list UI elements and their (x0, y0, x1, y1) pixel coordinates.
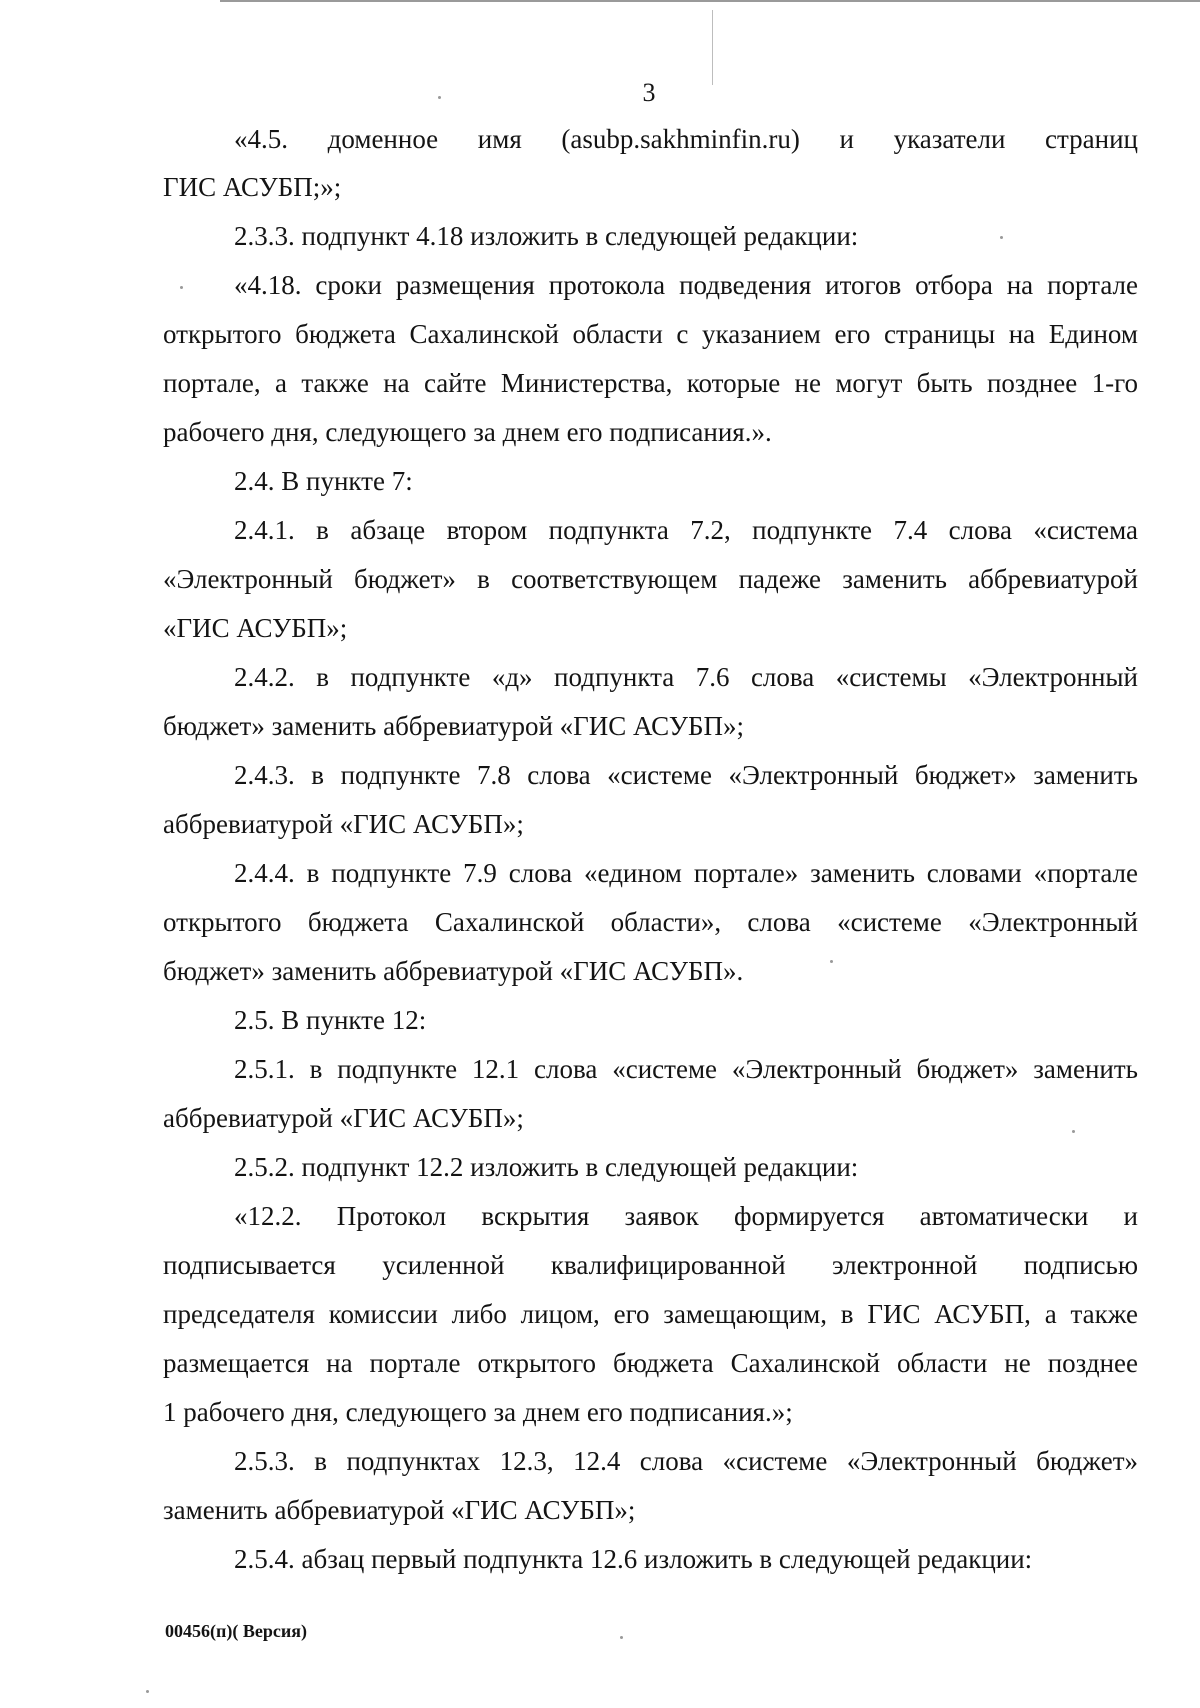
text-line: 2.5.4. абзац первый подпункта 12.6 изложить в следующей редакции: (234, 1544, 1033, 1574)
text-line: 2.4.4. в подпункте 7.9 слова «едином портале» заменить словами «портале (234, 858, 1138, 888)
text-line: открытого бюджета Сахалинской области с указанием его страницы на Едином (163, 319, 1138, 349)
text-line: 2.3.3. подпункт 4.18 изложить в следующей редакции: (234, 221, 859, 251)
text-line: бюджет» заменить аббревиатурой «ГИС АСУБП». (163, 956, 744, 986)
text-line: аббревиатурой «ГИС АСУБП»; (163, 809, 524, 839)
text-line: 2.5.1. в подпункте 12.1 слова «системе «Электронный бюджет» заменить (234, 1054, 1138, 1084)
text-line: председателя комиссии либо лицом, его замещающим, в ГИС АСУБП, а также (163, 1299, 1138, 1329)
text-line: рабочего дня, следующего за днем его подписания.». (163, 417, 772, 447)
text-line: «ГИС АСУБП»; (163, 613, 348, 643)
text-line: подписывается усиленной квалифицированной электронной подписью (163, 1250, 1138, 1280)
text-line: 2.5.2. подпункт 12.2 изложить в следующей редакции: (234, 1152, 859, 1182)
document-version-code: 00456(п)( Версия) (165, 1621, 307, 1641)
scan-speck (1000, 236, 1003, 239)
text-line: 2.4. В пункте 7: (234, 466, 413, 496)
text-line: 2.4.1. в абзаце втором подпункта 7.2, подпункте 7.4 слова «система (234, 515, 1138, 545)
scan-speck (146, 1690, 149, 1693)
text-line: бюджет» заменить аббревиатурой «ГИС АСУБП»; (163, 711, 744, 741)
text-line: размещается на портале открытого бюджета Сахалинской области не позднее (163, 1348, 1138, 1378)
text-line: «12.2. Протокол вскрытия заявок формируется автоматически и (234, 1201, 1138, 1231)
scan-top-edge (220, 0, 1200, 2)
text-line: ГИС АСУБП;»; (163, 172, 342, 202)
page-number: 3 (642, 78, 656, 107)
text-line: открытого бюджета Сахалинской области», слова «системе «Электронный (163, 907, 1138, 937)
text-line: заменить аббревиатурой «ГИС АСУБП»; (163, 1495, 636, 1525)
scan-speck (180, 286, 183, 289)
text-line: аббревиатурой «ГИС АСУБП»; (163, 1103, 524, 1133)
text-line: «4.5. доменное имя (asubp.sakhminfin.ru) и указатели страниц (234, 124, 1138, 154)
text-line: 1 рабочего дня, следующего за днем его подписания.»; (163, 1397, 793, 1427)
text-line: 2.5.3. в подпунктах 12.3, 12.4 слова «системе «Электронный бюджет» (234, 1446, 1138, 1476)
text-line: 2.4.2. в подпункте «д» подпункта 7.6 слова «системы «Электронный (234, 662, 1138, 692)
scan-speck (620, 1636, 623, 1639)
text-line: 2.5. В пункте 12: (234, 1005, 427, 1035)
text-line: «Электронный бюджет» в соответствующем падеже заменить аббревиатурой (163, 564, 1138, 594)
text-line: 2.4.3. в подпункте 7.8 слова «системе «Электронный бюджет» заменить (234, 760, 1138, 790)
scan-speck (830, 960, 833, 963)
scan-speck (1072, 1130, 1075, 1133)
scan-margin-mark (712, 10, 713, 85)
text-line: «4.18. сроки размещения протокола подведения итогов отбора на портале (234, 270, 1138, 300)
scan-speck (438, 96, 441, 99)
text-line: портале, а также на сайте Министерства, которые не могут быть позднее 1-го (163, 368, 1138, 398)
